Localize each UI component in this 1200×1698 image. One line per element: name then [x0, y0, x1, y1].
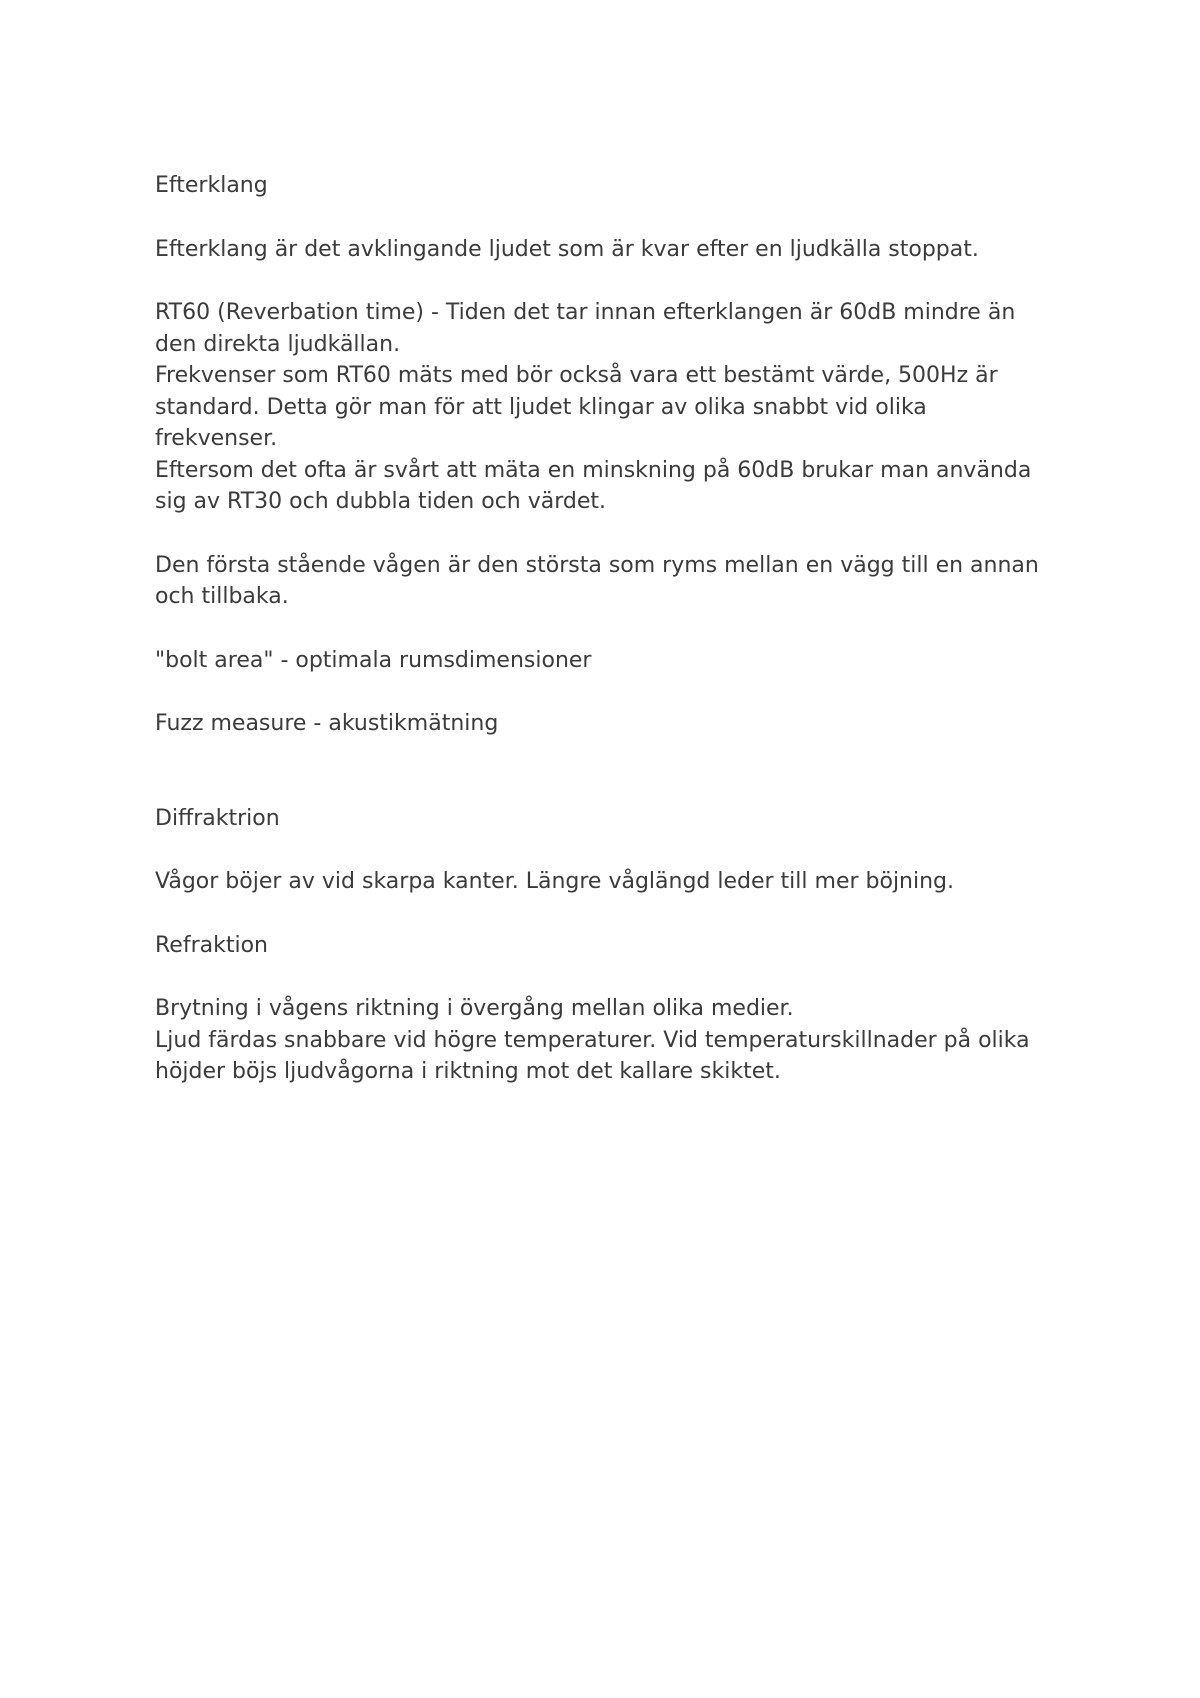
spacer [155, 202, 1055, 234]
heading-diffraktion: Diffraktrion [155, 805, 280, 831]
spacer [155, 676, 1055, 708]
heading-efterklang: Efterklang [155, 173, 268, 198]
heading-refraktion: Refraktion [155, 932, 268, 958]
spacer [155, 265, 1055, 297]
refraction-text-2: Ljud färdas snabbare vid högre temperaturer. Vid temperaturskillnader på olika höjder böjs ljudvågorna i riktning mot det kallare skiktet. [155, 1027, 1030, 1084]
efterklang-definition: Efterklang är det avklingande ljudet som är kvar efter en ljudkälla stoppat. [155, 236, 979, 262]
standing-wave-text: Den första stående vågen är den största som ryms mellan en vägg till en annan och tillbaka. [155, 552, 1039, 609]
spacer [155, 613, 1055, 645]
spacer [155, 518, 1055, 550]
spacer [155, 834, 1055, 866]
fuzz-measure-text: Fuzz measure - akustikmätning [155, 711, 499, 736]
refraction-text-1: Brytning i vågens riktning i övergång mellan olika medier. [155, 996, 794, 1021]
spacer [155, 961, 1055, 993]
rt60-frequency: Frekvenser som RT60 mäts med bör också vara ett bestämt värde, 500Hz är standard. Detta gör man för att ljudet klingar av olika snabbt vid olika frekvenser. [155, 363, 998, 451]
spacer [155, 740, 1055, 803]
spacer [155, 898, 1055, 930]
rt60-rt30: Eftersom det ofta är svårt att mäta en minskning på 60dB brukar man använda sig av RT30 och dubbla tiden och värdet. [155, 457, 1032, 514]
document-page [155, 170, 1055, 1088]
bolt-area-text: "bolt area" - optimala rumsdimensioner [155, 647, 592, 673]
diffraction-text: Vågor böjer av vid skarpa kanter. Längre våglängd leder till mer böjning. [155, 869, 955, 894]
rt60-definition: RT60 (Reverbation time) - Tiden det tar innan efterklangen är 60dB mindre än den direkta ljudkällan. [155, 300, 1016, 357]
